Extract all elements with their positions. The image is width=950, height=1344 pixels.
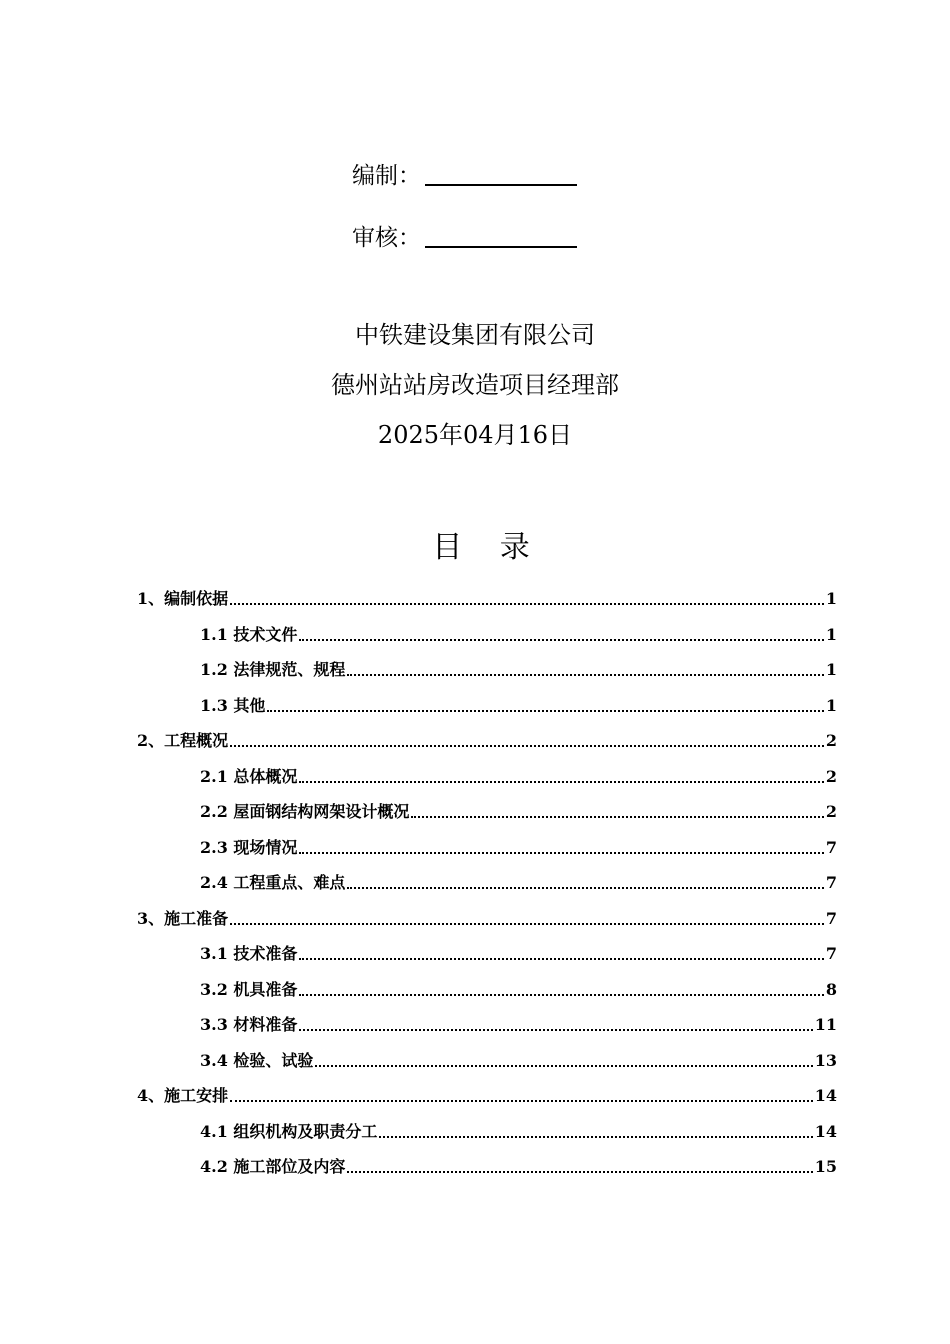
toc-entry[interactable] [200,870,837,894]
toc-dot-leader [347,674,823,676]
toc-entry[interactable] [200,941,837,965]
toc-dot-leader [299,958,823,960]
toc-entry-label: 3.2 机具准备 [200,980,298,999]
toc-entry[interactable] [200,1012,837,1036]
toc-entry-page-number: 2 [825,802,837,821]
toc-entry-label: 1、编制依据 [137,589,229,608]
toc-title: 目 录 [432,530,544,565]
toc-entry-page-number: 7 [825,838,837,857]
toc-entry-label: 1.2 法律规范、规程 [200,660,346,679]
reviewed-by-label: 审核： [352,225,421,251]
compiled-by-label: 编制： [352,163,421,189]
toc-entry[interactable] [200,1119,837,1143]
toc-dot-leader [267,710,823,712]
toc-dot-leader [299,1029,812,1031]
toc-dot-leader [230,603,824,605]
toc-entry[interactable] [137,1083,837,1107]
toc-dot-leader [299,639,823,641]
toc-entry[interactable] [200,622,837,646]
toc-entry-page-number: 7 [825,873,837,892]
toc-entry-page-number: 1 [825,660,837,679]
toc-entry-page-number: 1 [825,696,837,715]
toc-dot-leader [299,852,823,854]
department-name: 德州站站房改造项目经理部 [331,371,619,399]
toc-entry[interactable] [200,657,837,681]
reviewed-by-signature-line [425,246,577,248]
toc-entry[interactable] [200,1048,837,1072]
toc-dot-leader [230,923,824,925]
toc-entry-label: 4、施工安排 [137,1086,229,1105]
toc-entry[interactable] [200,977,837,1001]
toc-entry[interactable] [200,693,837,717]
reviewed-by-row [352,218,577,252]
document-date: 2025年04月16日 [377,421,573,449]
toc-entry-label: 1.1 技术文件 [200,625,298,644]
toc-entry-page-number: 2 [825,767,837,786]
toc-dot-leader [379,1136,812,1138]
toc-entry-label: 3.1 技术准备 [200,944,298,963]
toc-dot-leader [315,1065,812,1067]
toc-entry-label: 3.3 材料准备 [200,1015,298,1034]
toc-entry-page-number: 11 [814,1015,837,1034]
toc-entry-label: 2.1 总体概况 [200,767,298,786]
toc-entry-label: 2、工程概况 [137,731,229,750]
toc-entry-label: 3.4 检验、试验 [200,1051,314,1070]
toc-entry-label: 1.3 其他 [200,696,266,715]
toc-entry-label: 4.2 施工部位及内容 [200,1157,346,1176]
toc-entry-page-number: 13 [814,1051,837,1070]
toc-entry-page-number: 7 [825,944,837,963]
compiled-by-signature-line [425,184,577,186]
toc-entry-page-number: 8 [825,980,837,999]
toc-entry[interactable] [200,764,837,788]
toc-entry-label: 2.4 工程重点、难点 [200,873,346,892]
toc-entry-label: 4.1 组织机构及职责分工 [200,1122,378,1141]
toc-entry[interactable] [200,835,837,859]
toc-dot-leader [347,1171,812,1173]
toc-entry[interactable] [137,906,837,930]
toc-dot-leader [411,816,823,818]
toc-entry-page-number: 1 [825,625,837,644]
toc-entry-page-number: 7 [825,909,837,928]
toc-dot-leader [299,994,823,996]
toc-entry-label: 2.2 屋面钢结构网架设计概况 [200,802,410,821]
toc-dot-leader [230,745,824,747]
toc-entry[interactable] [200,1154,837,1178]
toc-entry-label: 3、施工准备 [137,909,229,928]
compiled-by-row [352,156,577,190]
toc-entry-page-number: 2 [825,731,837,750]
toc-entry-page-number: 1 [825,589,837,608]
toc-entry-page-number: 15 [814,1157,837,1176]
toc-entry[interactable] [137,586,837,610]
toc-entry[interactable] [200,799,837,823]
company-name: 中铁建设集团有限公司 [355,321,595,349]
toc-dot-leader [230,1100,813,1102]
toc-dot-leader [299,781,823,783]
toc-dot-leader [347,887,823,889]
toc-entry-label: 2.3 现场情况 [200,838,298,857]
toc-entry-page-number: 14 [814,1122,837,1141]
toc-entry-page-number: 14 [814,1086,837,1105]
toc-entry[interactable] [137,728,837,752]
